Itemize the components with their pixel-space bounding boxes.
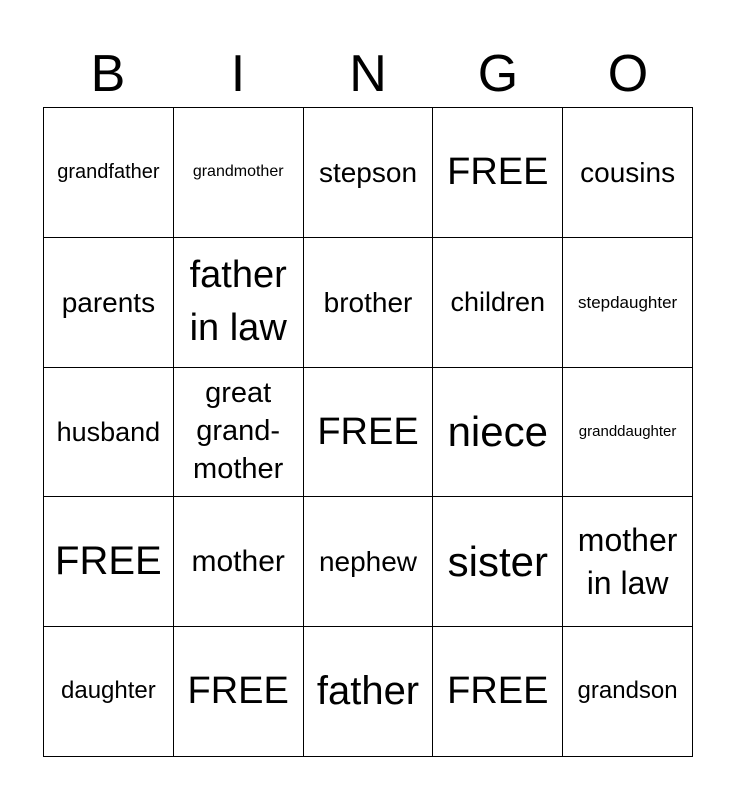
cell-label: husband [56, 416, 161, 447]
cell-label: grandson [577, 677, 678, 705]
cell-label: grandmother [192, 163, 284, 181]
header-letter-g: G [477, 45, 519, 103]
bingo-cell[interactable] [44, 238, 174, 368]
cell-label: FREE [317, 410, 419, 453]
cell-label: mother in law [577, 521, 678, 601]
cell-label: FREE [447, 670, 549, 713]
cell-label: stepson [318, 156, 418, 188]
bingo-cell[interactable] [44, 627, 174, 757]
bingo-cell[interactable] [44, 108, 174, 238]
bingo-cell[interactable] [174, 108, 304, 238]
cell-label: stepdaughter [577, 292, 678, 312]
bingo-cell[interactable] [44, 368, 174, 498]
bingo-cell[interactable] [304, 497, 434, 627]
bingo-cell[interactable] [433, 497, 563, 627]
cell-label: parents [61, 286, 156, 318]
bingo-cell-free[interactable] [304, 368, 434, 498]
cell-label: cousins [580, 156, 676, 188]
cell-label: grandfather [57, 161, 160, 184]
cell-label: FREE [187, 670, 289, 713]
cell-label: brother [323, 286, 413, 318]
bingo-cell[interactable] [433, 368, 563, 498]
cell-label: children [450, 287, 546, 318]
bingo-cell-free[interactable] [44, 497, 174, 627]
cell-label: sister [447, 538, 548, 586]
bingo-cell[interactable] [174, 497, 304, 627]
bingo-cell[interactable] [304, 108, 434, 238]
cell-label: father [316, 669, 420, 714]
cell-label: granddaughter [578, 422, 677, 440]
bingo-header [43, 42, 693, 106]
cell-label: daughter [61, 677, 156, 705]
bingo-cell[interactable] [304, 238, 434, 368]
header-letter-i: I [230, 45, 246, 103]
bingo-cell[interactable] [304, 627, 434, 757]
cell-label: nephew [318, 546, 418, 578]
cell-label: mother [191, 544, 285, 578]
bingo-cell[interactable] [563, 108, 693, 238]
bingo-cell[interactable] [174, 368, 304, 498]
bingo-cell-free[interactable] [433, 108, 563, 238]
bingo-card-grid [43, 107, 693, 757]
bingo-cell[interactable] [563, 627, 693, 757]
cell-label: FREE [447, 151, 549, 194]
cell-label: FREE [55, 539, 162, 584]
cell-label: father in law [189, 254, 287, 350]
bingo-cell[interactable] [433, 238, 563, 368]
header-letter-b: B [90, 45, 126, 103]
bingo-cell-free[interactable] [433, 627, 563, 757]
cell-label: niece [447, 408, 548, 456]
bingo-cell[interactable] [563, 497, 693, 627]
bingo-cell[interactable] [174, 238, 304, 368]
bingo-cell[interactable] [563, 368, 693, 498]
bingo-cell[interactable] [563, 238, 693, 368]
header-letter-o: O [607, 45, 649, 103]
cell-label: great grand-mother [193, 377, 284, 485]
bingo-cell-free[interactable] [174, 627, 304, 757]
header-letter-n: N [349, 45, 387, 103]
